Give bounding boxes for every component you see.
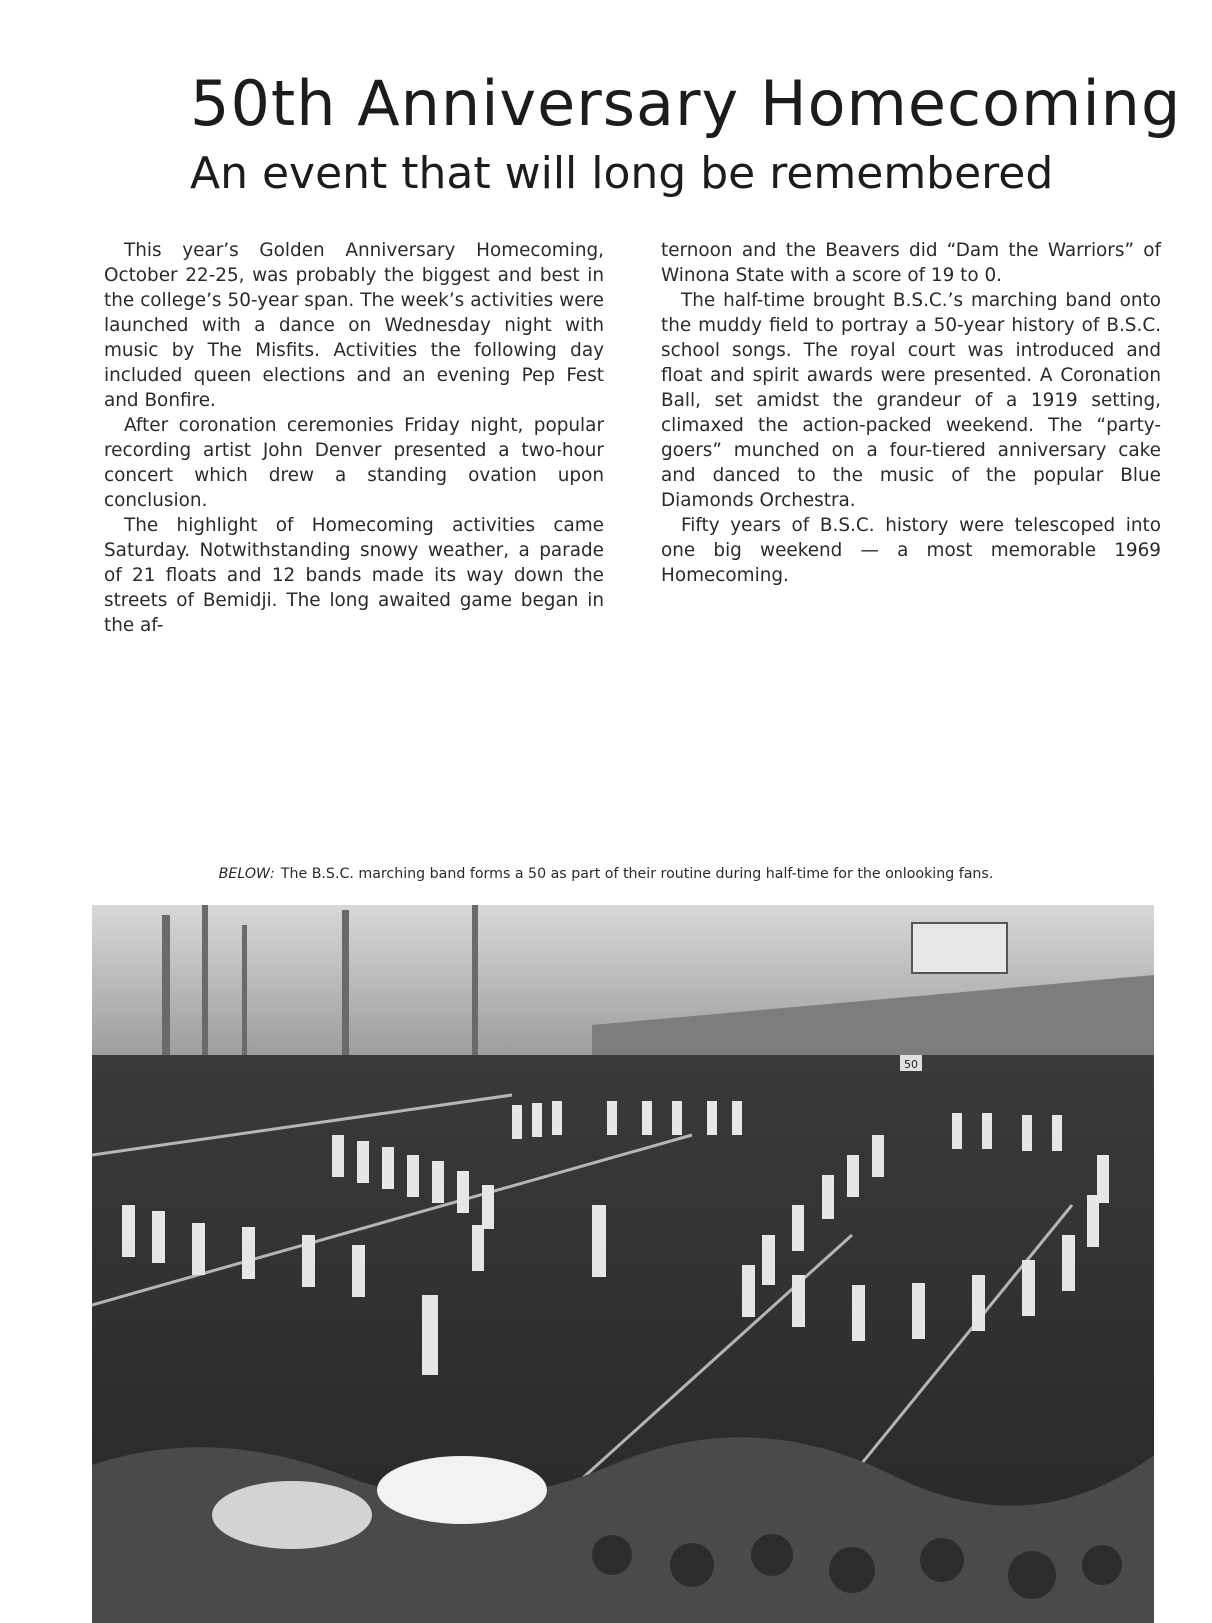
- page-subtitle: An event that will long be remembered: [190, 148, 1054, 199]
- photo-caption: [0, 866, 1212, 882]
- umbrella-left: [212, 1481, 372, 1549]
- press-box: [912, 923, 1007, 973]
- caption-text: The B.S.C. marching band forms a 50 as part of their routine during half-time for the onlooking fans.: [280, 866, 994, 882]
- article-column-right: [661, 238, 1161, 588]
- marching-band-photo: [92, 905, 1154, 1623]
- paragraph: After coronation ceremonies Friday night, popular recording artist John Denver presented a two-hour concert which drew a standing ovation upon conclusion.: [104, 415, 604, 511]
- homecoming-queen: [422, 1295, 438, 1375]
- umbrella-right: [377, 1456, 547, 1524]
- page-title: 50th Anniversary Homecoming: [190, 67, 1182, 140]
- paragraph: ternoon and the Beavers did “Dam the Warriors” of Winona State with a score of 19 to 0.: [661, 240, 1161, 286]
- paragraph: This year’s Golden Anniversary Homecoming, October 22-25, was probably the biggest and best in the college’s 50-year span. The week’s activities were launched with a dance on Wednesday night with music by The Misfits. Activities the following day included queen elections and an evening Pep Fest and Bonfire.: [104, 240, 604, 411]
- drum-major: [592, 1205, 606, 1277]
- photo-illustration: [92, 905, 1154, 1623]
- paragraph: The half-time brought B.S.C.’s marching band onto the muddy field to portray a 50-year history of B.S.C. school songs. The royal court was introduced and float and spirit awards were presented. A Coronation Ball, set amidst the grandeur of a 1919 setting, climaxed the action-packed weekend. The “party-goers” munched on a four-tiered anniversary cake and danced to the music of the popular Blue Diamonds Orchestra.: [661, 290, 1161, 511]
- article-column-left: [104, 238, 604, 638]
- paragraph: Fifty years of B.S.C. history were telescoped into one big weekend — a most memorable 1969 Homecoming.: [661, 515, 1161, 586]
- yard-marker-label: 50: [904, 1058, 918, 1071]
- paragraph: The highlight of Homecoming activities came Saturday. Notwithstanding snowy weather, a parade of 21 floats and 12 bands made its way down the streets of Bemidji. The long awaited game began in the af-: [104, 515, 604, 636]
- caption-lead: BELOW:: [218, 866, 275, 882]
